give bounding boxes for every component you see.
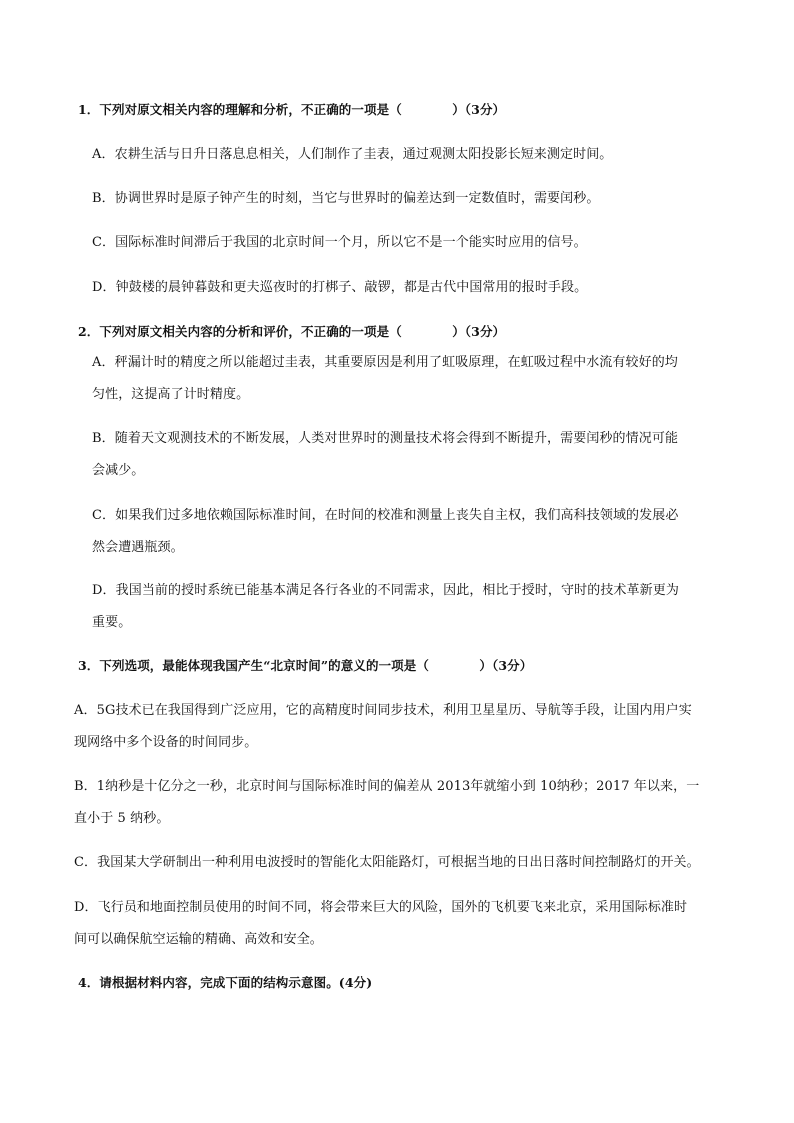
question-3-option-b-line1: B．1纳秒是十亿分之一秒，北京时间与国际标准时间的偏差从 2013年就缩小到 10纳秒；2017 年以来，一 bbox=[74, 779, 700, 794]
question-1-option-a: A．农耕生活与日升日落息息相关，人们制作了圭表，通过观测太阳投影长短来测定时间。 bbox=[92, 147, 613, 162]
question-3-option-b-line2: 直小于 5 纳秒。 bbox=[74, 811, 170, 826]
question-3-option-d-line1: D．飞行员和地面控制员使用的时间不同，将会带来巨大的风险，国外的飞机要飞来北京，采用国际标准时 bbox=[74, 900, 688, 915]
question-1-option-c: C．国际标准时间滞后于我国的北京时间一个月，所以它不是一个能实时应用的信号。 bbox=[92, 235, 587, 250]
question-2-option-c-line1: C．如果我们过多地依赖国际标准时间，在时间的校准和测量上丧失自主权，我们高科技领域的发展必 bbox=[92, 508, 679, 523]
question-2-option-b-line2: 会减少。 bbox=[92, 463, 145, 478]
question-2-option-b-line1: B．随着天文观测技术的不断发展，人类对世界时的测量技术将会得到不断提升，需要闰秒的情况可能 bbox=[92, 431, 679, 446]
question-1-option-d: D．钟鼓楼的晨钟暮鼓和更夫巡夜时的打梆子、敲锣，都是古代中国常用的报时手段。 bbox=[92, 280, 588, 295]
question-1-option-b: B．协调世界时是原子钟产生的时刻，当它与世界时的偏差达到一定数值时，需要闰秒。 bbox=[92, 191, 600, 206]
question-2-option-a-line2: 匀性，这提高了计时精度。 bbox=[92, 387, 250, 402]
question-4-stem: 4．请根据材料内容，完成下面的结构示意图。(4分) bbox=[78, 975, 373, 990]
question-3-option-c: C．我国某大学研制出一种利用电波授时的智能化太阳能路灯，可根据当地的日出日落时间控制路灯的开关。 bbox=[74, 855, 700, 870]
question-2-stem: 2．下列对原文相关内容的分析和评价，不正确的一项是（ ）（3分） bbox=[78, 324, 506, 339]
question-2-option-d-line1: D．我国当前的授时系统已能基本满足各行各业的不同需求，因此，相比于授时，守时的技术革新更为 bbox=[92, 583, 679, 598]
question-3-option-d-line2: 间可以确保航空运输的精确、高效和安全。 bbox=[74, 932, 323, 947]
question-3-option-a-line1: A．5G技术已在我国得到广泛应用，它的高精度时间同步技术，利用卫星星历、导航等手段，让国内用户实 bbox=[74, 703, 692, 718]
question-2-option-c-line2: 然会遭遇瓶颈。 bbox=[92, 540, 184, 555]
question-2-option-d-line2: 重要。 bbox=[92, 615, 132, 630]
question-3-stem: 3．下列选项，最能体现我国产生“北京时间”的意义的一项是（ ）（3分） bbox=[78, 658, 533, 673]
question-2-option-a-line1: A．秤漏计时的精度之所以能超过圭表，其重要原因是利用了虹吸原理，在虹吸过程中水流有较好的均 bbox=[92, 355, 678, 370]
question-1-stem: 1．下列对原文相关内容的理解和分析，不正确的一项是（ ）（3分） bbox=[78, 102, 506, 117]
question-3-option-a-line2: 现网络中多个设备的时间同步。 bbox=[74, 735, 258, 750]
